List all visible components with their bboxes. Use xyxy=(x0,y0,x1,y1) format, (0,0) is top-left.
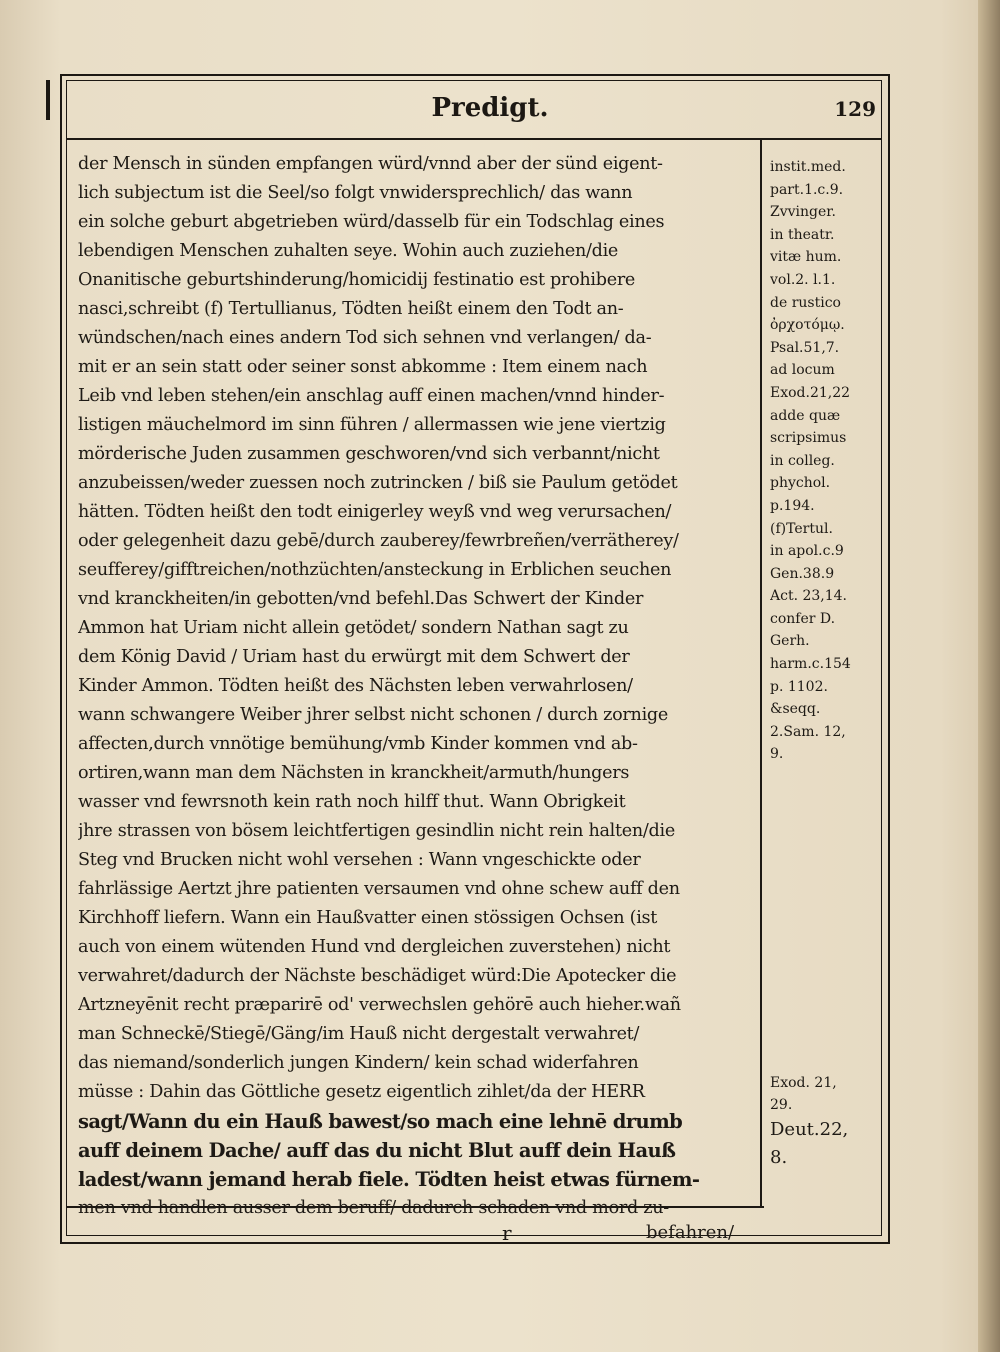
margin-note: Exod. 21, xyxy=(770,1075,837,1091)
margin-note: confer D. xyxy=(770,610,836,627)
margin-note: Gerh. xyxy=(770,633,810,650)
text-line: seufferey/gifftreichen/nothzüchten/ansteckung in Erblichen seuchen xyxy=(78,560,672,580)
margin-note: 8. xyxy=(770,1147,788,1168)
text-line: mörderische Juden zusammen geschworen/vnd sich verbannt/nicht xyxy=(78,444,660,464)
text-line: hätten. Tödten heißt den todt einigerley weyß vnd weg verursachen/ xyxy=(78,502,672,522)
margin-note: Gen.38.9 xyxy=(770,565,835,582)
text-line: Leib vnd leben stehen/ein anschlag auff einen machen/vnnd hinder- xyxy=(78,386,665,406)
text-line: oder gelegenheit dazu gebē/durch zauberey/fewrbreñen/verrätherey/ xyxy=(78,531,679,551)
text-line: vnd kranckheiten/in gebotten/vnd befehl.Das Schwert der Kinder xyxy=(78,589,644,609)
text-line: jhre strassen von bösem leichtfertigen gesindlin nicht rein halten/die xyxy=(78,821,675,841)
text-line: ladest/wann jemand herab fiele. Tödten heist etwas fürnem- xyxy=(78,1168,700,1191)
text-line: ortiren,wann man dem Nächsten in kranckheit/armuth/hungers xyxy=(78,763,630,783)
margin-note: Zvvinger. xyxy=(770,204,836,221)
margin-note: part.1.c.9. xyxy=(770,181,844,198)
text-line: dem König David / Uriam hast du erwürgt mit dem Schwert der xyxy=(78,647,630,667)
text-line: Onanitische geburtshinderung/homicidij festinatio est prohibere xyxy=(78,270,636,290)
signature-mark: r xyxy=(502,1221,512,1245)
margin-note: in colleg. xyxy=(770,452,835,469)
margin-note: ad locum xyxy=(770,362,835,379)
margin-note: scripsimus xyxy=(770,430,847,447)
margin-note: 2.Sam. 12, xyxy=(770,723,846,740)
text-line: Steg vnd Brucken nicht wohl versehen : Wann vngeschickte oder xyxy=(78,850,641,870)
text-line: verwahret/dadurch der Nächste beschädiget würd:Die Apotecker die xyxy=(78,966,677,986)
text-line: auch von einem wütenden Hund vnd dergleichen zuverstehen) nicht xyxy=(78,937,671,957)
text-line: affecten,durch vnnötige bemühung/vmb Kinder kommen vnd ab- xyxy=(78,734,638,754)
margin-note: (f)Tertul. xyxy=(770,520,833,537)
margin-note: 29. xyxy=(770,1097,793,1113)
margin-note: ὀρχοτόμῳ. xyxy=(770,317,845,334)
text-line: men vnd handlen ausser dem beruff/ dadurch schaden vnd mord zu- xyxy=(78,1198,669,1218)
body-text xyxy=(78,150,746,1223)
margin-note: Psal.51,7. xyxy=(770,339,840,356)
page-edge xyxy=(978,0,1000,1352)
margin-note: harm.c.154 xyxy=(770,656,851,673)
page-number: 129 xyxy=(834,97,876,121)
text-line: wündschen/nach eines andern Tod sich sehnen vnd verlangen/ da- xyxy=(78,328,652,348)
text-line: mit er an sein statt oder seiner sonst abkomme : Item einem nach xyxy=(78,357,648,377)
text-line: Artzneyēnit recht præparirē od' verwechslen gehörē auch hieher.wañ xyxy=(78,995,681,1015)
text-line: anzubeissen/weder zuessen noch zutrincken / biß sie Paulum getödet xyxy=(78,473,678,493)
margin-note: Exod.21,22 xyxy=(770,384,851,401)
margin-note: vol.2. l.1. xyxy=(770,271,836,288)
text-line: nasci,schreibt (f) Tertullianus, Tödten heißt einem den Todt an- xyxy=(78,299,624,319)
margin-notes-lower xyxy=(770,1072,880,1172)
margin-note: p. 1102. xyxy=(770,678,828,695)
margin-note: vitæ hum. xyxy=(770,249,842,266)
spine-mark xyxy=(46,80,50,120)
text-line: man Schneckē/Stiegē/Gäng/im Hauß nicht dergestalt verwahret/ xyxy=(78,1024,640,1044)
text-line: auff deinem Dache/ auff das du nicht Blut auff dein Hauß xyxy=(78,1139,676,1162)
text-line: wasser vnd fewrsnoth kein rath noch hilff thut. Wann Obrigkeit xyxy=(78,792,626,812)
margin-note: in theatr. xyxy=(770,226,835,243)
text-line: wann schwangere Weiber jhrer selbst nicht schonen / durch zornige xyxy=(78,705,668,725)
margin-note: instit.med. xyxy=(770,159,846,175)
text-line: Kirchhoff liefern. Wann ein Haußvatter einen stössigen Ochsen (ist xyxy=(78,908,658,928)
margin-note: &seqq. xyxy=(770,701,821,718)
margin-note: Act. 23,14. xyxy=(770,588,848,605)
margin-note: 9. xyxy=(770,746,784,763)
margin-note: phychol. xyxy=(770,475,831,492)
text-line: Kinder Ammon. Tödten heißt des Nächsten leben verwahrlosen/ xyxy=(78,676,633,696)
column-rule xyxy=(760,140,762,1206)
text-line: müsse : Dahin das Göttliche gesetz eigentlich zihlet/da der HERR xyxy=(78,1082,645,1102)
margin-note: adde quæ xyxy=(770,407,841,424)
text-line: das niemand/sonderlich jungen Kindern/ kein schad widerfahren xyxy=(78,1053,639,1073)
margin-note: Deut.22, xyxy=(770,1119,849,1140)
text-line: fahrlässige Aertzt jhre patienten versaumen vnd ohne schew auff den xyxy=(78,879,680,899)
margin-notes xyxy=(770,156,880,766)
text-line: lich subjectum ist die Seel/so folgt vnwidersprechlich/ das wann xyxy=(78,183,633,203)
margin-note: in apol.c.9 xyxy=(770,543,844,560)
running-head: Predigt. xyxy=(431,93,549,123)
text-line: lebendigen Menschen zuhalten seye. Wohin auch zuziehen/die xyxy=(78,241,619,261)
text-line: Ammon hat Uriam nicht allein getödet/ sondern Nathan sagt zu xyxy=(78,618,629,638)
margin-note: de rustico xyxy=(770,294,841,311)
margin-note: p.194. xyxy=(770,497,815,514)
text-line: der Mensch in sünden empfangen würd/vnnd aber der sünd eigent- xyxy=(78,154,663,174)
text-line: listigen mäuchelmord im sinn führen / allermassen wie jene viertzig xyxy=(78,415,666,435)
text-line: sagt/Wann du ein Hauß bawest/so mach eine lehnē drumb xyxy=(78,1110,683,1133)
catchword: befahren/ xyxy=(646,1222,735,1243)
text-line: ein solche geburt abgetrieben würd/dasselb für ein Todschlag eines xyxy=(78,212,665,232)
